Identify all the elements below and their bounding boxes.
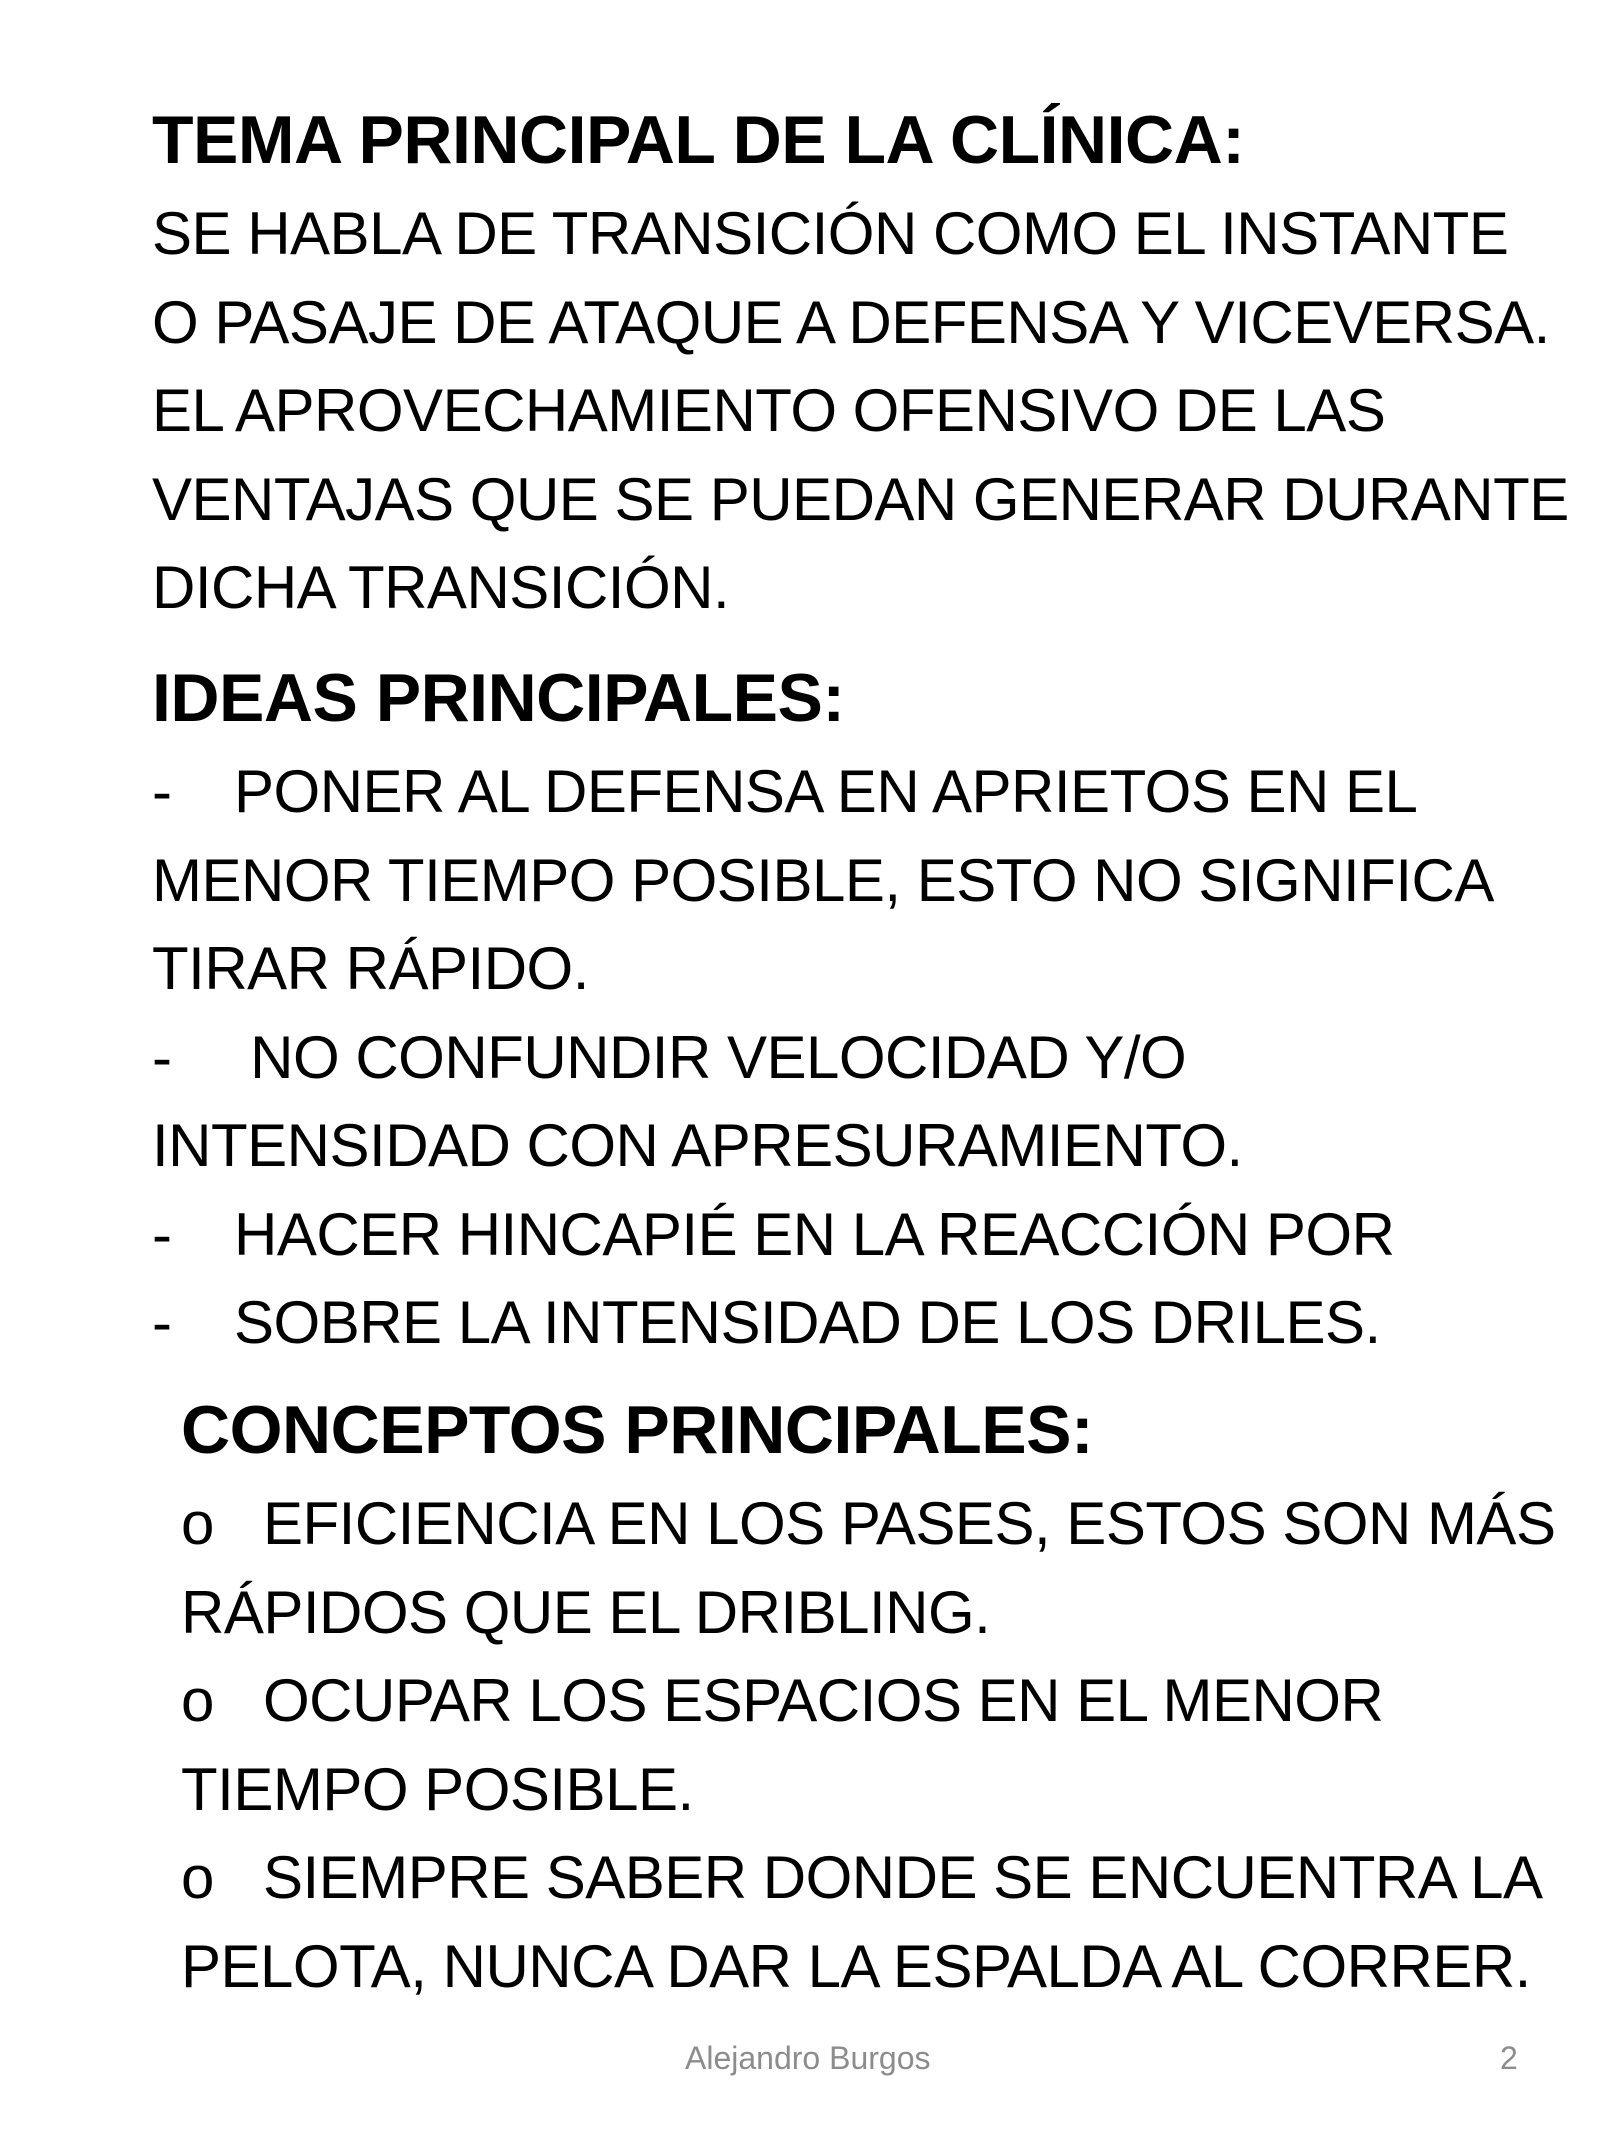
main-topic-paragraph bbox=[152, 190, 1569, 633]
list-item-continuation bbox=[181, 1569, 1555, 1658]
list-item bbox=[152, 1191, 1494, 1280]
paragraph-line: SE HABLA DE TRANSICIÓN COMO EL INSTANTE bbox=[152, 200, 1509, 267]
main-ideas-list bbox=[152, 748, 1494, 1368]
paragraph-line: DICHA TRANSICIÓN. bbox=[152, 554, 730, 621]
dash-bullet: - bbox=[152, 1023, 172, 1091]
page-number: 2 bbox=[1500, 2040, 1518, 2076]
list-item-text: SIEMPRE SABER DONDE SE ENCUENTRA LA bbox=[263, 1844, 1543, 1911]
footer-author: Alejandro Burgos bbox=[685, 2040, 931, 2076]
list-item bbox=[152, 1014, 1494, 1103]
list-item-text: HACER HINCAPIÉ EN LA REACCIÓN POR bbox=[234, 1200, 1395, 1268]
list-item-text: MENOR TIEMPO POSIBLE, ESTO NO SIGNIFICA bbox=[152, 846, 1494, 914]
list-item bbox=[181, 1834, 1555, 1923]
dash-bullet: - bbox=[152, 1200, 172, 1268]
list-item-text: PONER AL DEFENSA EN APRIETOS EN EL bbox=[234, 758, 1418, 825]
list-item-continuation bbox=[181, 1923, 1555, 2012]
list-item bbox=[181, 1480, 1555, 1569]
list-item-text: OCUPAR LOS ESPACIOS EN EL MENOR bbox=[263, 1667, 1384, 1734]
main-concepts-list bbox=[181, 1480, 1555, 2011]
list-item bbox=[152, 748, 1494, 837]
list-item-continuation bbox=[152, 925, 1494, 1014]
list-item-continuation bbox=[152, 837, 1494, 926]
list-item-text: INTENSIDAD CON APRESURAMIENTO. bbox=[152, 1112, 1243, 1179]
list-item-text: EFICIENCIA EN LOS PASES, ESTOS SON MÁS bbox=[263, 1490, 1556, 1557]
main-ideas-heading: IDEAS PRINCIPALES: bbox=[152, 660, 845, 736]
list-item-text: RÁPIDOS QUE EL DRIBLING. bbox=[181, 1578, 991, 1646]
circle-bullet-icon: o bbox=[181, 1667, 214, 1734]
list-item-text: TIEMPO POSIBLE. bbox=[181, 1755, 694, 1823]
list-item-text: SOBRE LA INTENSIDAD DE LOS DRILES. bbox=[234, 1289, 1381, 1356]
main-concepts-heading: CONCEPTOS PRINCIPALES: bbox=[181, 1392, 1094, 1468]
paragraph-line: VENTAJAS QUE SE PUEDAN GENERAR DURANTE bbox=[152, 465, 1569, 533]
circle-bullet-icon: o bbox=[181, 1844, 214, 1911]
list-item bbox=[152, 1279, 1494, 1368]
list-item-continuation bbox=[152, 1102, 1494, 1191]
paragraph-line: O PASAJE DE ATAQUE A DEFENSA Y VICEVERSA. bbox=[152, 288, 1550, 356]
list-item-text: PELOTA, NUNCA DAR LA ESPALDA AL CORRER. bbox=[181, 1932, 1531, 2000]
list-item bbox=[181, 1657, 1555, 1746]
list-item-text: NO CONFUNDIR VELOCIDAD Y/O bbox=[234, 1023, 1187, 1091]
list-item-text: TIRAR RÁPIDO. bbox=[152, 935, 589, 1002]
list-item-continuation bbox=[181, 1746, 1555, 1835]
circle-bullet-icon: o bbox=[181, 1490, 214, 1557]
dash-bullet: - bbox=[152, 1289, 172, 1356]
dash-bullet: - bbox=[152, 758, 172, 825]
paragraph-line: EL APROVECHAMIENTO OFENSIVO DE LAS bbox=[152, 377, 1386, 444]
main-topic-heading: TEMA PRINCIPAL DE LA CLÍNICA: bbox=[152, 102, 1245, 178]
